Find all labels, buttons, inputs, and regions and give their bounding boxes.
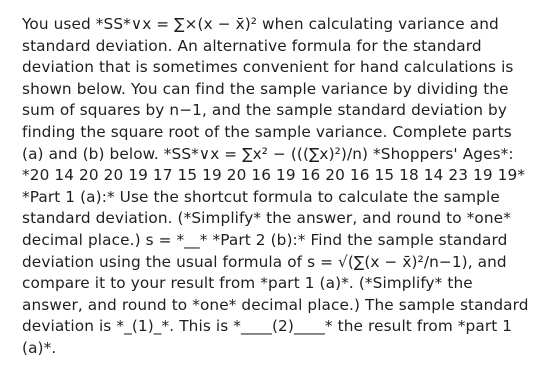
question-text: You used *SS*∨x = ∑×(x − x̄)² when calculating variance and standard deviation. An alternative formula for the standard deviation that is sometimes convenient for hand calculations is shown below. You can find the sample variance by dividing the sum of squares by n−1, and the sample standard deviation by finding the square root of the sample variance. Complete parts (a) and (b) below. *SS*∨x = ∑x² − (((∑x)²)/n) *Shoppers' Ages*: *20 14 20 20 19 17 15 19 20 16 19 16 20 16 15 18 14 23 19 19* *Part 1 (a):* Use the shortcut formula to calculate the sample standard deviation. (*Simplify* the answer, and round to *one* decimal place.) s = *__* *Part 2 (b):* Find the sample standard deviation using the usual formula of s = √(∑(x − x̄)²/n−1), and compare it to your result from *part 1 (a)*. (*Simplify* the answer, and round to *one* decimal place.) The sample standard deviation is *_(1)_*. This is *____(2)____* the result from *part 1 (a)*. <box>22 15 529 357</box>
